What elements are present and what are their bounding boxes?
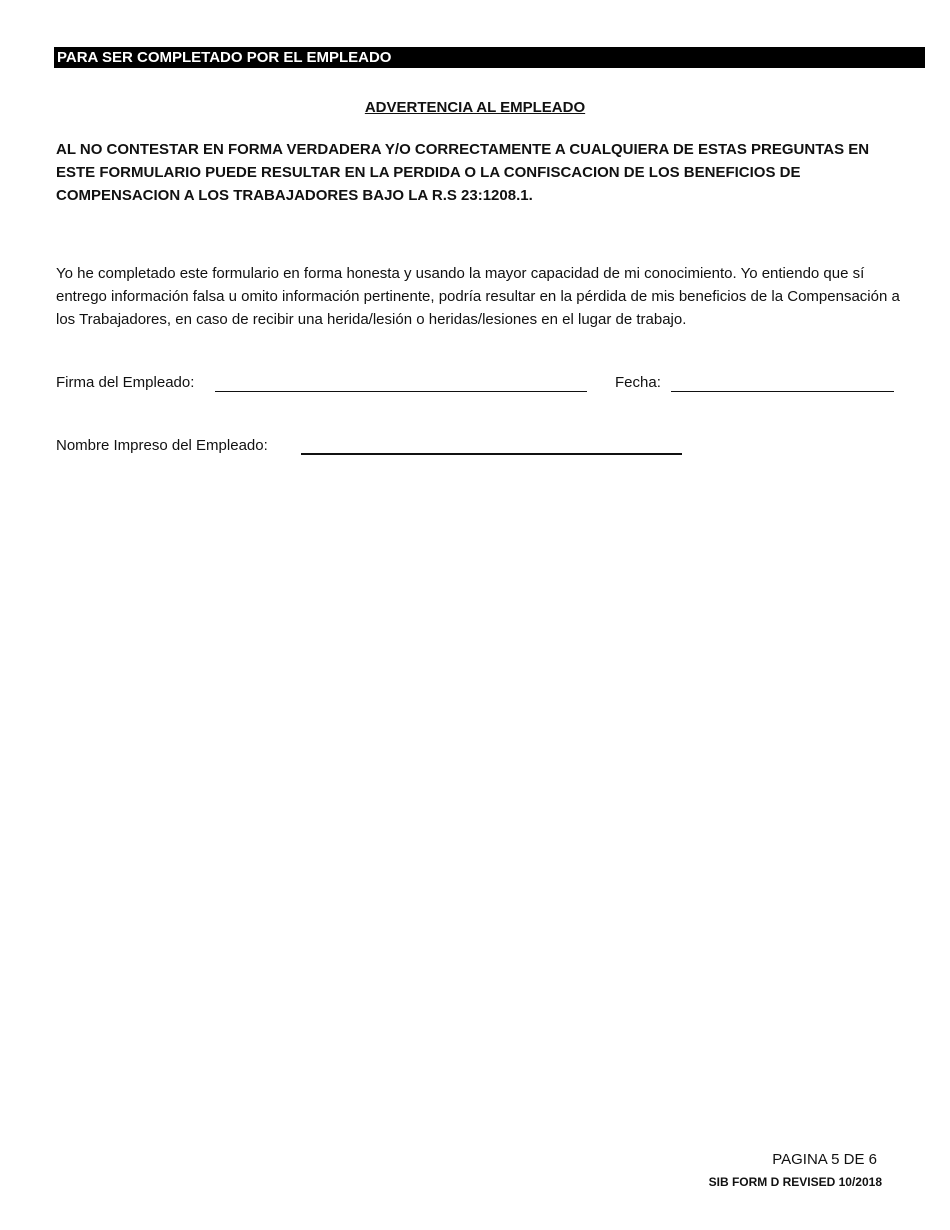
date-input[interactable] <box>671 391 894 392</box>
employee-statement: Yo he completado este formulario en forma honesta y usando la mayor capacidad de mi conocimiento. Yo entiendo que sí entrego información falsa u omito información pertinente, podría resultar en la pérdida de mis beneficios de la Compensación a los Trabajadores, en caso de recibir una herida/lesión o heridas/lesiones en el lugar de trabajo. <box>56 265 900 328</box>
page-number: PAGINA 5 DE 6 <box>772 1151 877 1168</box>
signature-input[interactable] <box>215 391 587 392</box>
signature-label: Firma del Empleado: <box>56 374 195 391</box>
printed-name-input[interactable] <box>301 453 682 455</box>
form-id: SIB FORM D REVISED 10/2018 <box>708 1175 882 1189</box>
warning-text: AL NO CONTESTAR EN FORMA VERDADERA Y/O CORRECTAMENTE A CUALQUIERA DE ESTAS PREGUNTAS EN ESTE FORMULARIO PUEDE RESULTAR EN LA PERDIDA O LA CONFISCACION DE LOS BENEFICIOS DE COMPENSACION A LOS TRABAJADORES BAJO LA R.S 23:1208.1. <box>56 141 870 204</box>
warning-title: ADVERTENCIA AL EMPLEADO <box>364 99 586 116</box>
printed-name-label: Nombre Impreso del Empleado: <box>56 437 268 454</box>
date-label: Fecha: <box>615 374 661 391</box>
section-header-bar: PARA SER COMPLETADO POR EL EMPLEADO <box>54 47 925 68</box>
